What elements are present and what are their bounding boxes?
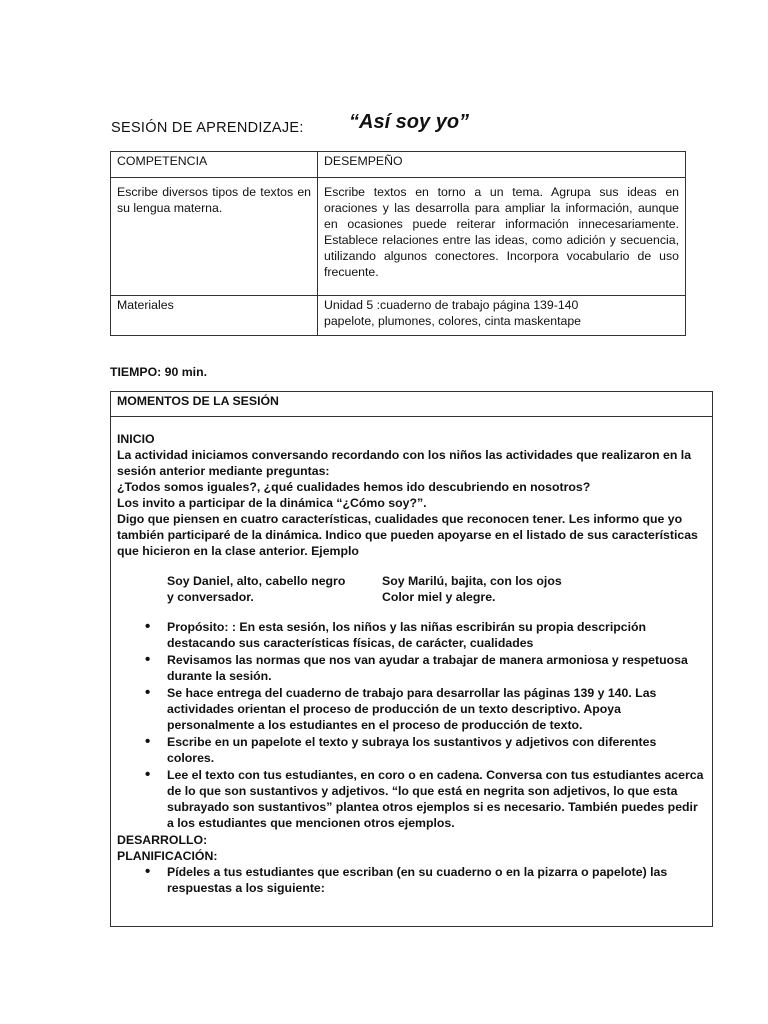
table-row <box>111 296 686 336</box>
inicio-text: La actividad iniciamos conversando recordando con los niños las actividades que realizaron en la sesión anterior mediante preguntas: <box>117 448 692 478</box>
materiales-line: papelote, plumones, colores, cinta maskentape <box>324 314 582 328</box>
document-header <box>111 111 671 144</box>
ejemplo-daniel <box>167 573 382 605</box>
ejemplos <box>167 573 706 607</box>
list-item: • Se hace entrega del cuaderno de trabajo para desarrollar las páginas 139 y 140. Las actividades orientan el proceso de producción de un texto descriptivo. Apoya personalmente a los estudiantes en el proceso de producción de texto. <box>167 685 706 733</box>
inicio-heading: INICIO <box>117 432 155 446</box>
planificacion-heading: PLANIFICACIÓN: <box>117 849 218 863</box>
digo-text: Digo que piensen en cuatro características, cualidades que reconocen tener. Les informo que yo también participaré de la dinámica. Indico que pueden apoyarse en el listado de sus características que hicieron en la clase anterior. Ejemplo <box>117 512 698 558</box>
materiales-line: Unidad 5 :cuaderno de trabajo página 139-140 <box>324 298 579 312</box>
momentos-box <box>110 391 713 927</box>
pregunta-text: ¿Todos somos iguales?, ¿qué cualidades hemos ido descubriendo en nosotros? <box>117 480 591 494</box>
desempeno-header: DESEMPEÑO <box>318 152 686 178</box>
ejemplo-line: Color miel y alegre. <box>382 590 496 604</box>
list-item: • Escribe en un papelote el texto y subraya los sustantivos y adjetivos con diferentes colores. <box>167 734 706 766</box>
table-row <box>111 178 686 296</box>
momentos-header: MOMENTOS DE LA SESIÓN <box>111 392 712 417</box>
desempeno-cell: Escribe textos en torno a un tema. Agrupa sus ideas en oraciones y las desarrolla para ampliar la información, aunque en ocasiones puede reiterar información innecesariamente. Establece relaciones entre las ideas, como adición y secuencia, utilizando algunos conectores. Incorpora vocabulario de uso frecuente. <box>318 178 686 296</box>
session-title: “Así soy yo” <box>349 111 470 133</box>
list-item: • Revisamos las normas que nos van ayudar a trabajar de manera armoniosa y respetuosa durante la sesión. <box>167 652 706 684</box>
materiales-label-cell: Materiales <box>111 296 318 336</box>
competencia-cell: Escribe diversos tipos de textos en su lengua materna. <box>111 178 318 296</box>
materiales-cell <box>318 296 686 336</box>
session-label: SESIÓN DE APRENDIZAJE: <box>111 120 304 136</box>
list-item: • Pídeles a tus estudiantes que escriban (en su cuaderno o en la pizarra o papelote) las respuestas a los siguiente: <box>167 864 706 896</box>
competencia-header: COMPETENCIA <box>111 152 318 178</box>
ejemplo-marilu <box>382 573 582 605</box>
ejemplo-line: y conversador. <box>167 590 254 604</box>
invito-text: Los invito a participar de la dinámica “¿Cómo soy?”. <box>117 496 427 510</box>
tiempo-label: TIEMPO: 90 min. <box>110 365 208 379</box>
table-header-row <box>111 152 686 178</box>
inicio-bullet-list <box>117 619 706 831</box>
list-item: • Lee el texto con tus estudiantes, en coro o en cadena. Conversa con tus estudiantes acerca de lo que son sustantivos y adjetivos. “lo que está en negrita son adjetivos, lo que esta subrayado son sustantivos” plantea otros ejemplos si es necesario. También puedes pedir a los estudiantes que mencionen otros ejemplos. <box>167 767 706 831</box>
competencias-table <box>110 151 686 336</box>
planificacion-bullet-list <box>117 864 706 896</box>
list-item: • Propósito: : En esta sesión, los niños y las niñas escribirán su propia descripción destacando sus características físicas, de carácter, cualidades <box>167 619 706 651</box>
ejemplo-line: Soy Daniel, alto, cabello negro <box>167 574 346 588</box>
desarrollo-heading: DESARROLLO: <box>117 833 208 847</box>
momentos-body <box>111 417 712 896</box>
ejemplo-line: Soy Marilú, bajita, con los ojos <box>382 574 562 588</box>
